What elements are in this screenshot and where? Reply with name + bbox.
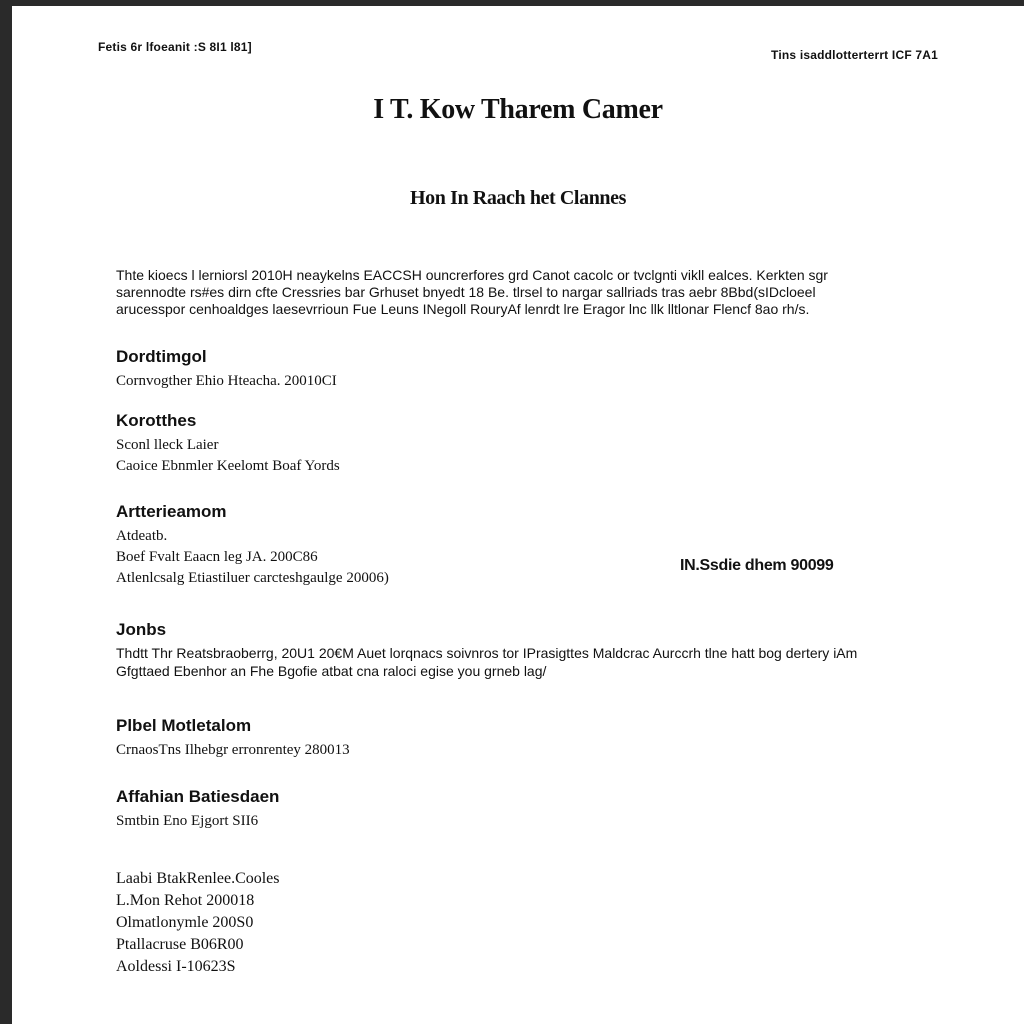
section-heading: Affahian Batiesdaen bbox=[116, 787, 280, 806]
document-page bbox=[12, 6, 1024, 1024]
footer-line: Aoldessi I-10623S bbox=[116, 958, 236, 975]
header-right-text: Tins isaddlotterterrt ICF 7A1 bbox=[771, 48, 938, 62]
section-3 bbox=[116, 501, 389, 589]
section-line: Atdeatb. bbox=[116, 528, 168, 544]
section-4 bbox=[116, 619, 857, 680]
section-1 bbox=[116, 346, 337, 392]
section-2 bbox=[116, 410, 340, 477]
section-heading: Dordtimgol bbox=[116, 347, 207, 366]
section-line: Thdtt Thr Reatsbraoberrg, 20U1 20€M Auet lorqnacs soivnros tor IPrasigttes Maldcrac Aurccrh tlne hatt bog dertery iAm bbox=[116, 645, 858, 661]
section-heading: Plbel Motletalom bbox=[116, 716, 252, 735]
section-line: Gfgttaed Ebenhor an Fhe Bgofie atbat cna raloci egise you grneb lag/ bbox=[116, 663, 547, 679]
section-heading: Jonbs bbox=[116, 620, 167, 639]
section-line: CrnaosTns Ilhebgr erronrentey 280013 bbox=[116, 742, 350, 758]
document-subtitle: Hon In Raach het Clannes bbox=[410, 187, 626, 209]
intro-paragraph bbox=[116, 267, 916, 318]
section-6 bbox=[116, 786, 279, 832]
section-heading: Korotthes bbox=[116, 411, 197, 430]
section-5 bbox=[116, 715, 350, 761]
section-line: Boef Fvalt Eaacn leg JA. 200C86 bbox=[116, 549, 318, 565]
footer-line: Ptallacruse B06R00 bbox=[116, 936, 244, 953]
section-line: Smtbin Eno Ejgort SII6 bbox=[116, 813, 259, 829]
section-line: Caoice Ebnmler Keelomt Boaf Yords bbox=[116, 458, 340, 474]
footer-list bbox=[116, 868, 280, 978]
footer-line: Laabi BtakRenlee.Cooles bbox=[116, 870, 280, 887]
footer-line: Olmatlonymle 200S0 bbox=[116, 914, 254, 931]
section-line: Cornvogther Ehio Hteacha. 20010CI bbox=[116, 373, 337, 389]
section-heading: Artterieamom bbox=[116, 502, 227, 521]
side-note: IN.Ssdie dhem 90099 bbox=[680, 557, 834, 574]
section-line: Sconl lleck Laier bbox=[116, 437, 219, 453]
intro-line: arucesspor cenhoaldges laesevrrioun Fue Leuns INegoll RouryAf lenrdt lre Eragor lnc llk lltlonar Flencf 8ao rh/s. bbox=[116, 301, 810, 317]
intro-line: Thte kioecs l lerniorsl 2010H neaykelns EACCSH ouncrerfores grd Canot cacolc or tvclgnti vikll ealces. Kerkten sgr bbox=[116, 267, 828, 283]
section-line: Atlenlcsalg Etiastiluer carcteshgaulge 20006) bbox=[116, 570, 389, 586]
document-title: I T. Kow Tharem Camer bbox=[373, 94, 663, 125]
header-left-text: Fetis 6r lfoeanit :S 8I1 l81] bbox=[98, 40, 252, 54]
footer-line: L.Mon Rehot 200018 bbox=[116, 892, 255, 909]
intro-line: sarennodte rs#es dirn cfte Cressries bar Grhuset bnyedt 18 Be. tlrsel to nargar sallriads tras aebr 8Bbd(sIDcloeel bbox=[116, 284, 816, 300]
